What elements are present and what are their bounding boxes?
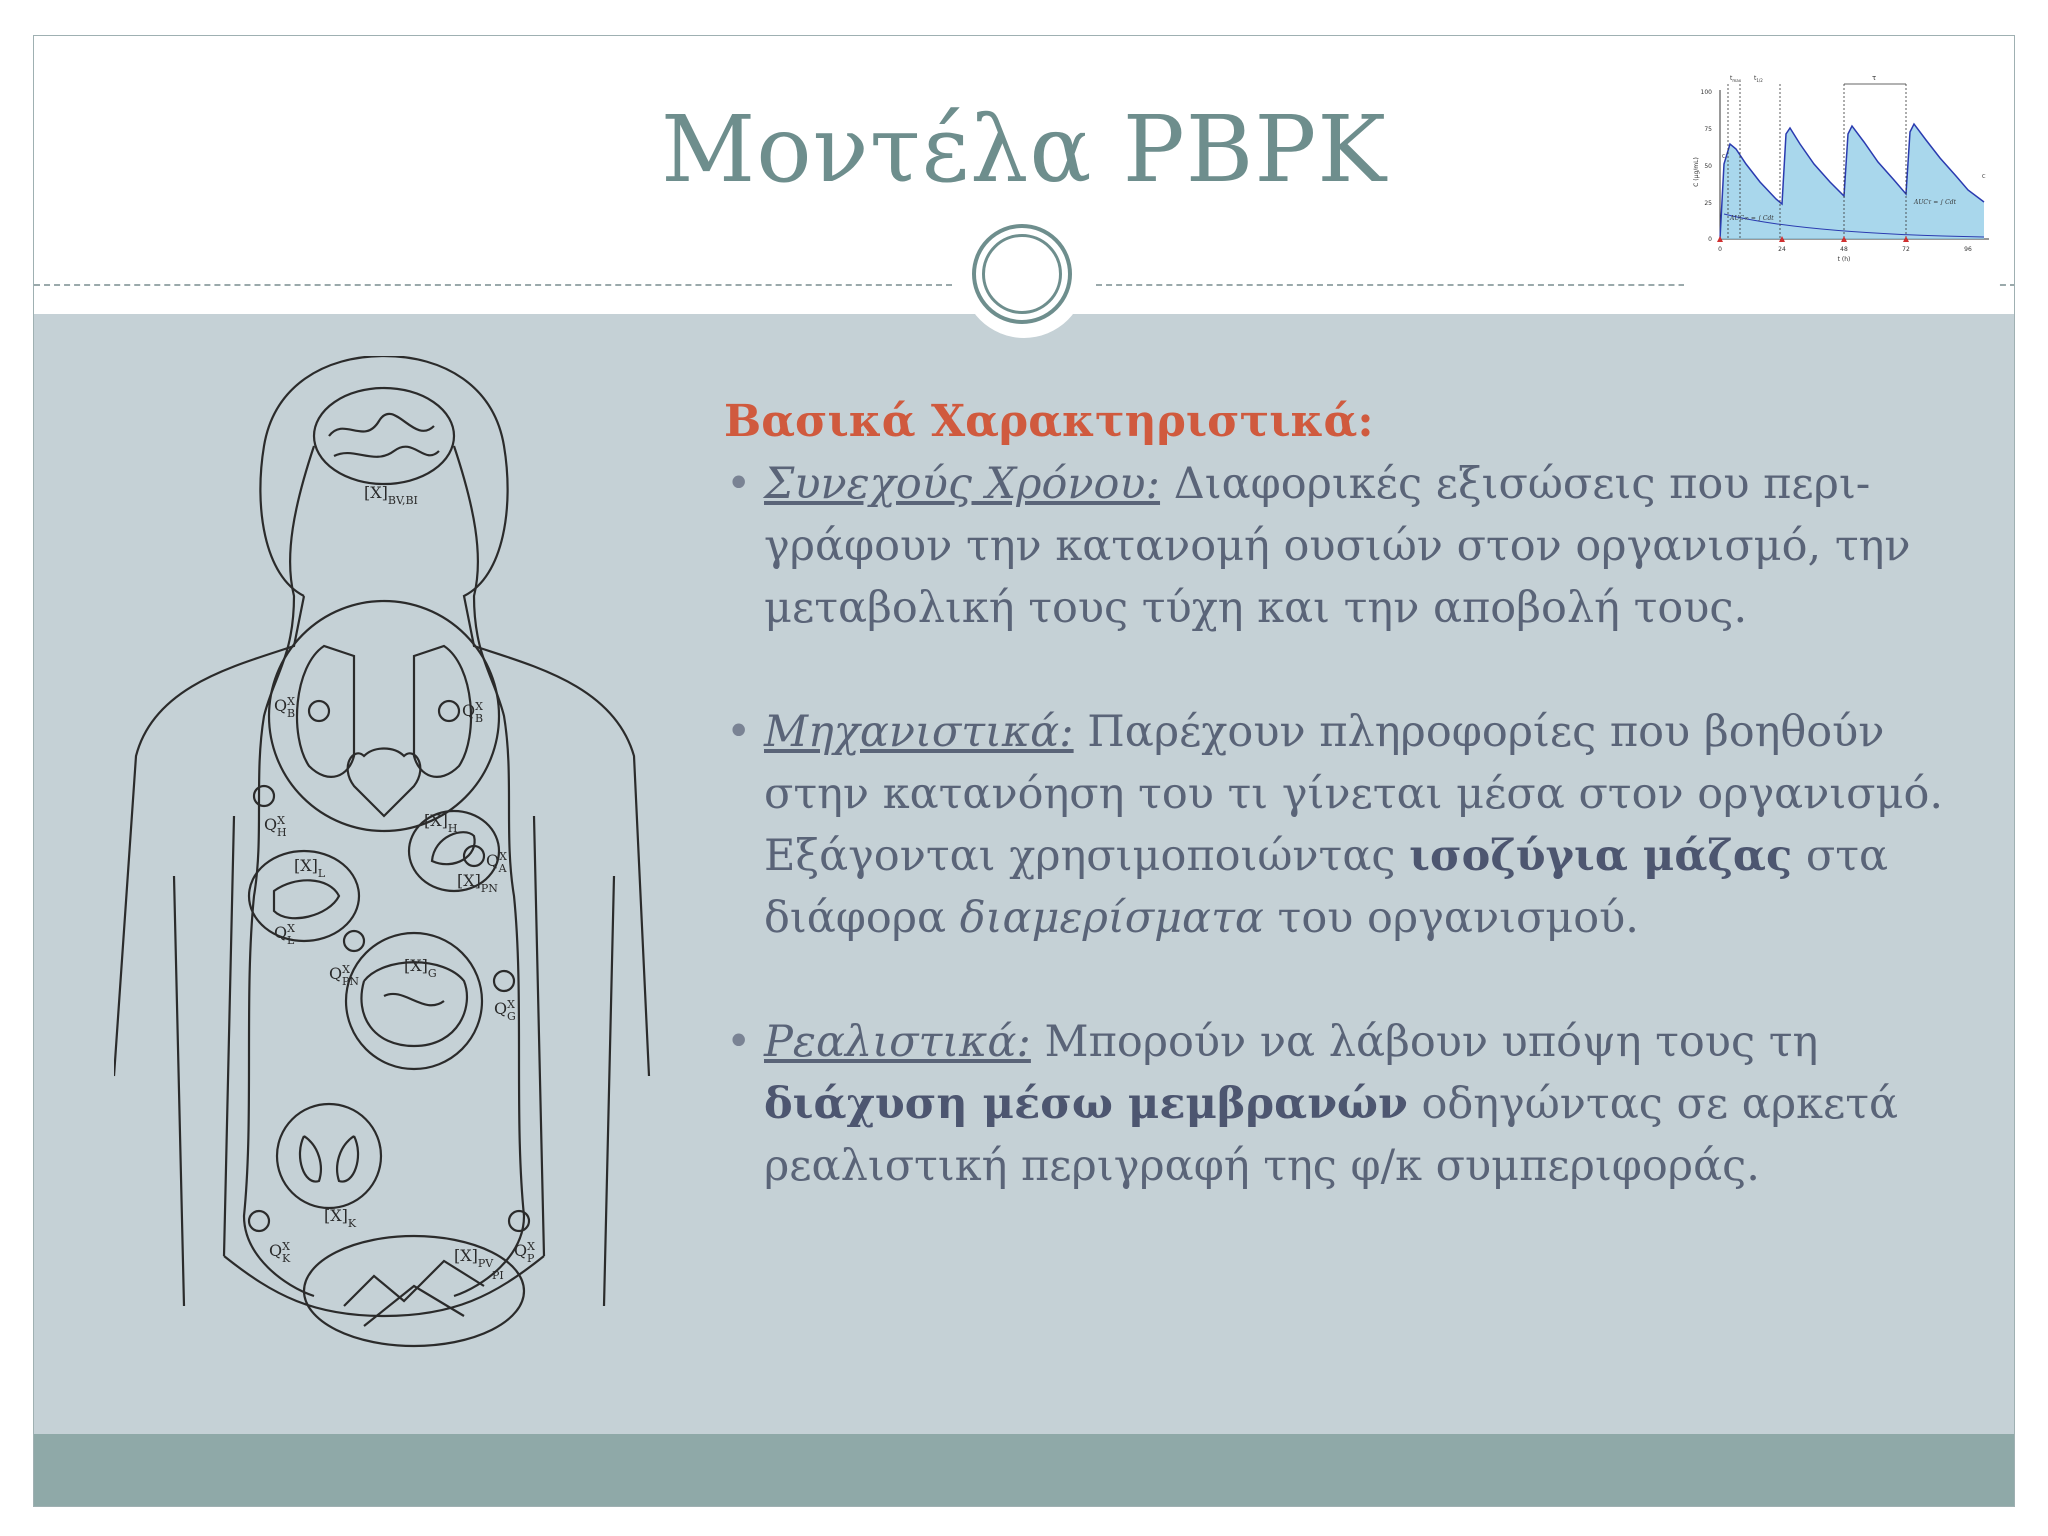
- liver-icon: [274, 880, 339, 918]
- flow-arrow-qh: [254, 786, 274, 806]
- bullet-label: Μηχανιστικά:: [764, 707, 1074, 757]
- flow-arrow-qg: [494, 971, 514, 991]
- label-qpn: $Q^X$ PN: [329, 963, 359, 988]
- bullet-text: οδηγώντας σε αρκετά: [1407, 1079, 1899, 1129]
- label-qb-left: $Q^X$ B: [274, 695, 296, 720]
- italic-term: διαμερίσματα: [959, 893, 1264, 943]
- thumb-ytick-25: 25: [1704, 200, 1712, 207]
- brain-folds: [329, 414, 439, 457]
- thumb-x-label: t (h): [1837, 256, 1851, 263]
- thumb-ytick-50: 50: [1704, 163, 1712, 170]
- bullet-glyph: •: [726, 707, 752, 757]
- bullet-glyph: •: [726, 1017, 752, 1067]
- label-qh: $Q^X$ H: [264, 814, 287, 839]
- slide-footer: [34, 1434, 2014, 1507]
- thumb-css-label: C: [1982, 174, 1986, 180]
- thumb-ytick-0: 0: [1708, 236, 1712, 243]
- flow-arrow-qb-right: [439, 701, 459, 721]
- flow-arrow-qpn: [344, 931, 364, 951]
- bullet-text: του οργανισμού.: [1263, 893, 1639, 943]
- label-qa: $Q^X$ A: [486, 850, 507, 875]
- header-divider-left: [34, 284, 952, 286]
- bullet-text: Παρέχουν πληροφορίες που βοηθούν: [1073, 707, 1885, 757]
- thumb-auc-tau: AUCτ = ∫ Cdt: [1914, 199, 1957, 206]
- bullet-label: Ρεαλιστικά:: [764, 1017, 1031, 1067]
- bold-term: ισοζύγια μάζας: [1409, 831, 1793, 881]
- thumb-auc-inf: AUC∞ = ∫ Cdt: [1730, 215, 1774, 222]
- label-x-k: $[X]_K$: [324, 1206, 357, 1230]
- section-heading: Βασικά Χαρακτηριστικά:: [724, 396, 1374, 447]
- slide-title: Μοντέλα PBPK: [661, 96, 1387, 203]
- circle-emblem-ring-inner: [982, 234, 1062, 314]
- thumb-ytick-100: 100: [1700, 89, 1712, 96]
- thumb-xtick-96: 96: [1964, 246, 1972, 253]
- thumb-y-label: C (μg/mL): [1693, 157, 1700, 187]
- bullet-text: μεταβολική τους τύχη και την αποβολή τους.: [764, 583, 1748, 633]
- slide-content: [724, 396, 2004, 1259]
- bullet-text: Εξάγονται χρησιμοποιώντας: [764, 831, 1410, 881]
- bullet-glyph: •: [726, 459, 752, 509]
- bold-term: διάχυση μέσω μεμβρανών: [764, 1079, 1408, 1129]
- kidney-icon: [300, 1136, 358, 1182]
- kidney-compartment: [277, 1104, 381, 1208]
- thumb-xtick-24: 24: [1778, 246, 1786, 253]
- pbpk-body-diagram: [114, 356, 674, 1416]
- thumb-xtick-72: 72: [1902, 246, 1910, 253]
- bullet-text: Διαφορικές εξισώσεις που περι-: [1160, 459, 1871, 509]
- thumb-cmax-label: C: [1722, 154, 1726, 160]
- thumb-xtick-0: 0: [1718, 246, 1722, 253]
- label-ql: $Q^X$ L: [274, 922, 295, 947]
- label-qk: $Q^X$ K: [269, 1240, 291, 1265]
- label-x-g: $[X]_G$: [404, 956, 437, 980]
- bullet-text: γράφουν την κατανομή ουσιών στον οργανισμό, την: [764, 521, 1911, 571]
- label-x-pn: $[X]_{PN}$: [457, 871, 498, 895]
- label-x-l: $[X]_L$: [294, 856, 326, 880]
- slide: [33, 35, 2015, 1507]
- bullet-label: Συνεχούς Χρόνου:: [764, 459, 1161, 509]
- bullet-text: διάφορα: [764, 893, 960, 943]
- thumb-tau-label: τ: [1872, 74, 1877, 82]
- label-qp: $Q^X$ P: [514, 1240, 535, 1265]
- flow-arrow-qk: [249, 1211, 269, 1231]
- bullet-text: στην κατανόηση του τι γίνεται μέσα στον οργανισμό.: [764, 769, 1944, 819]
- brain-icon: [314, 388, 454, 484]
- bullet-text: ρεαλιστική περιγραφή της φ/κ συμπεριφοράς.: [764, 1141, 1760, 1191]
- thumb-ytick-75: 75: [1704, 126, 1712, 133]
- bullet-continuous-time: [724, 453, 2004, 639]
- label-qg: $Q^X$ G: [494, 998, 516, 1023]
- thumb-thalf-label: $t_{1/2}$: [1754, 75, 1763, 83]
- arm-outline: [174, 876, 614, 1306]
- thumb-xtick-48: 48: [1840, 246, 1848, 253]
- thumb-tmax-label: $t_{max}$: [1730, 75, 1742, 83]
- label-x-h: $[X]_H$: [424, 811, 458, 835]
- label-qb-right: $Q^X$ B: [462, 700, 484, 725]
- label-x-pv: $[X]_{PV}$ PI: [454, 1246, 504, 1282]
- bullet-text: στα: [1792, 831, 1889, 881]
- label-x-bvbi: $[X]_{BV,BI}$: [364, 483, 418, 507]
- flow-arrow-qb-left: [309, 701, 329, 721]
- bullet-text: Μπορούν να λάβουν υπόψη τους τη: [1030, 1017, 1819, 1067]
- heart-icon: [348, 749, 421, 817]
- flow-arrow-qp: [509, 1211, 529, 1231]
- bullet-realistic: [724, 1011, 2004, 1197]
- bullet-mechanistic: [724, 701, 2004, 949]
- pk-curve-thumbnail: [1684, 54, 1996, 286]
- left-lung-icon: [297, 646, 354, 777]
